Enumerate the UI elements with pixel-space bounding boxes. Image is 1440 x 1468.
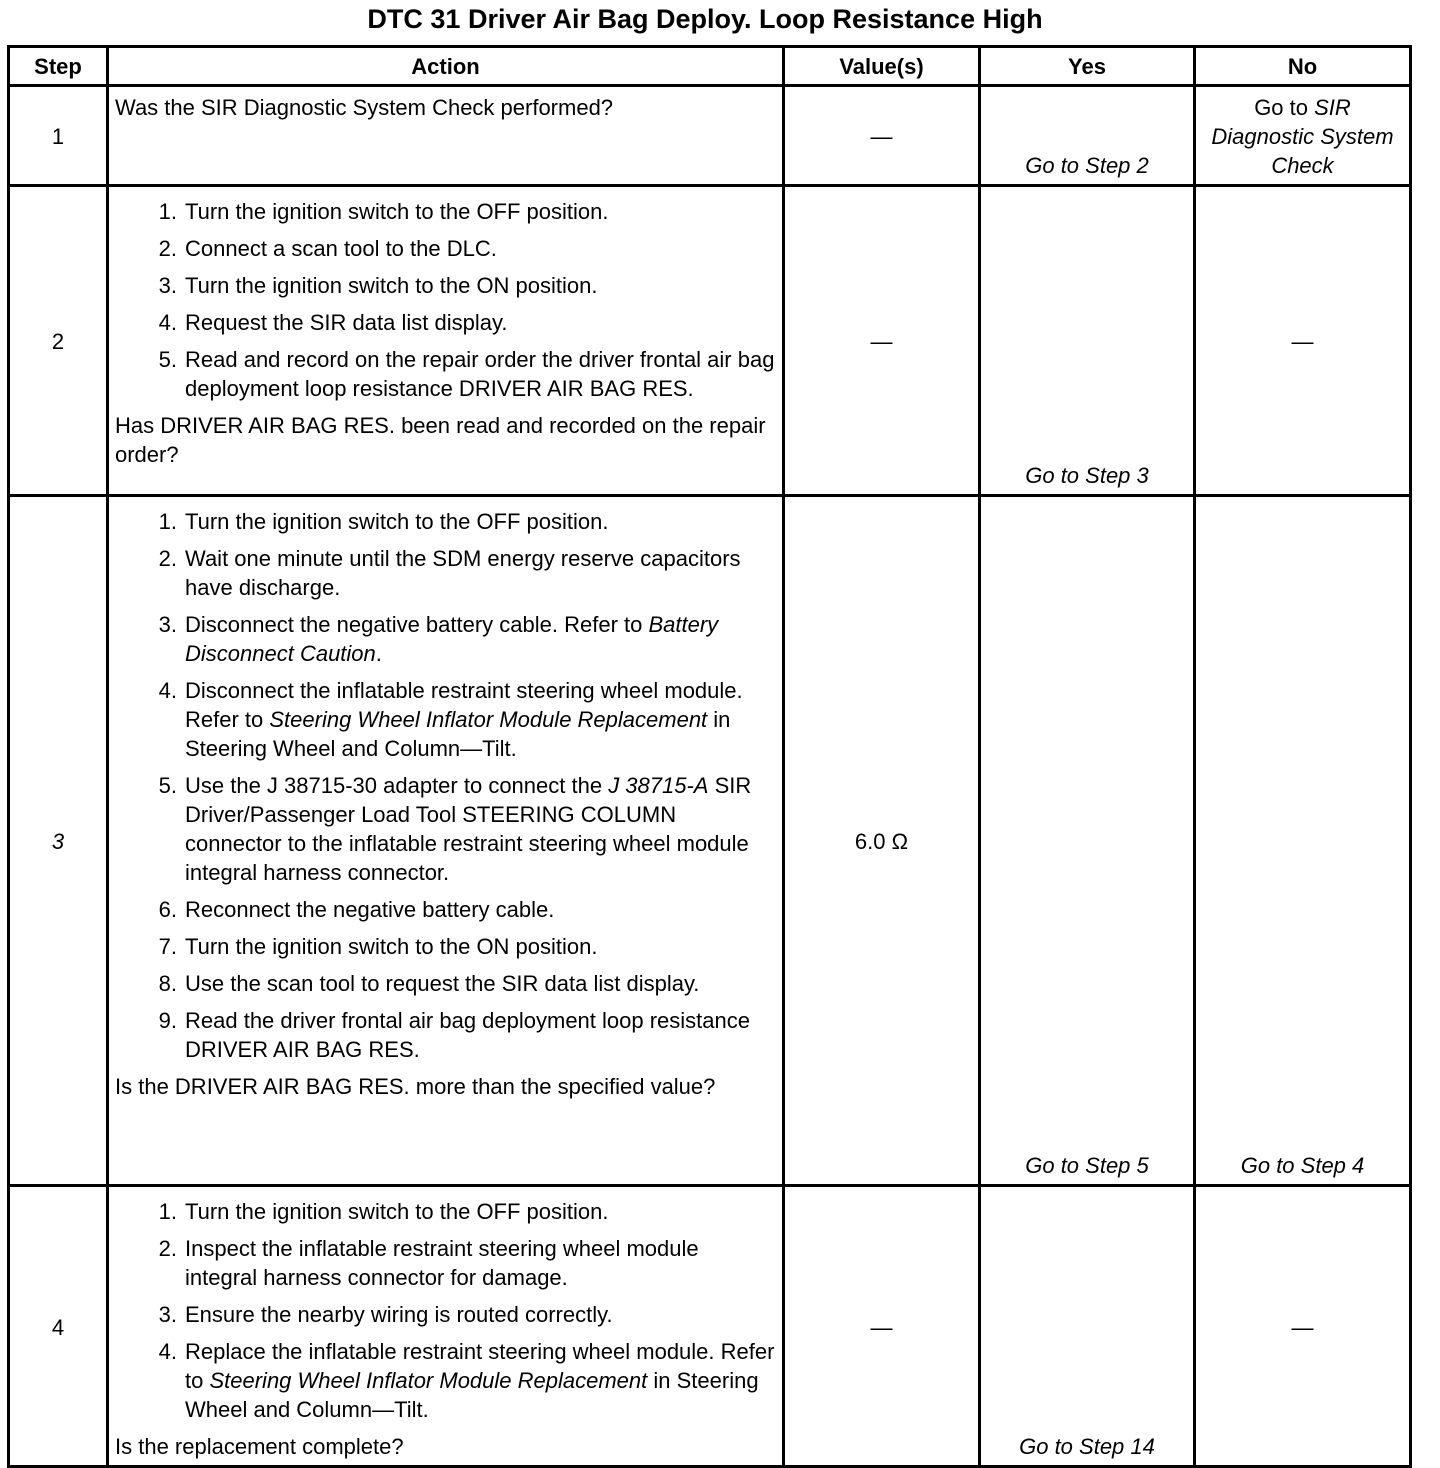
yes-cell: Go to Step 3 <box>980 186 1195 496</box>
header-action: Action <box>108 47 784 86</box>
list-item: 5. Read and record on the repair order the driver frontal air bag deployment loop resistance DRIVER AIR BAG RES. <box>158 347 775 401</box>
no-prefix: Go to <box>1254 95 1315 120</box>
reference-link-text: Steering Wheel Inflator Module Replacement <box>269 707 708 732</box>
action-cell <box>108 1186 784 1467</box>
list-item: 3. Disconnect the negative battery cable. Refer to Battery Disconnect Caution. <box>158 612 719 666</box>
list-item: 2. Wait one minute until the SDM energy reserve capacitors have discharge. <box>158 546 741 600</box>
list-item: 3. Ensure the nearby wiring is routed correctly. <box>158 1302 613 1327</box>
header-yes: Yes <box>980 47 1195 86</box>
action-cell <box>108 186 784 496</box>
reference-link-text: Battery Disconnect Caution <box>185 612 719 666</box>
action-question: Is the DRIVER AIR BAG RES. more than the specified value? <box>115 1074 716 1099</box>
table-row-step-4 <box>9 1186 1411 1467</box>
reference-link-text: Steering Wheel Inflator Module Replacement <box>209 1368 648 1393</box>
list-item: 6. Reconnect the negative battery cable. <box>158 897 555 922</box>
action-cell <box>108 86 784 186</box>
action-question: Was the SIR Diagnostic System Check performed? <box>115 95 614 120</box>
list-item: 9. Read the driver frontal air bag deployment loop resistance DRIVER AIR BAG RES. <box>158 1008 750 1062</box>
step-number: 2 <box>9 186 108 496</box>
diagnostic-table <box>7 45 1412 1468</box>
action-question: Is the replacement complete? <box>115 1434 404 1459</box>
value-cell: — <box>784 1186 980 1467</box>
no-cell: — <box>1195 186 1411 496</box>
list-item: 1. Turn the ignition switch to the OFF position. <box>158 199 609 224</box>
yes-cell: Go to Step 14 <box>980 1186 1195 1467</box>
action-steps-list <box>115 1197 776 1424</box>
yes-cell: Go to Step 5 <box>980 496 1195 1186</box>
list-item: 4. Request the SIR data list display. <box>158 310 508 335</box>
list-item: 1. Turn the ignition switch to the OFF position. <box>158 509 609 534</box>
list-item: 7. Turn the ignition switch to the ON position. <box>158 934 598 959</box>
yes-cell: Go to Step 2 <box>980 86 1195 186</box>
table-header-row <box>9 47 1411 86</box>
list-item: 3. Turn the ignition switch to the ON position. <box>158 273 598 298</box>
table-row-step-2 <box>9 186 1411 496</box>
page-title: DTC 31 Driver Air Bag Deploy. Loop Resistance High <box>367 4 1043 34</box>
list-item: 4. Replace the inflatable restraint steering wheel module. Refer to Steering Wheel Inflator Module Replacement in Steering Wheel and Column—Tilt. <box>158 1339 775 1422</box>
list-item: 2. Inspect the inflatable restraint steering wheel module integral harness connector for damage. <box>158 1236 699 1290</box>
value-cell: — <box>784 186 980 496</box>
action-question: Has DRIVER AIR BAG RES. been read and recorded on the repair order? <box>115 413 766 467</box>
list-item: 8. Use the scan tool to request the SIR data list display. <box>158 971 700 996</box>
no-cell: — <box>1195 1186 1411 1467</box>
step-number: 3 <box>9 496 108 1186</box>
list-item: 5. Use the J 38715-30 adapter to connect the J 38715-A SIR Driver/Passenger Load Tool STEERING COLUMN connector to the inflatable restraint steering wheel module integral harness connector. <box>158 773 752 885</box>
no-link-text: SIR Diagnostic System Check <box>1211 95 1394 178</box>
step-number: 1 <box>9 86 108 186</box>
header-values: Value(s) <box>784 47 980 86</box>
header-no: No <box>1195 47 1411 86</box>
header-step: Step <box>9 47 108 86</box>
action-cell <box>108 496 784 1186</box>
step-number: 4 <box>9 1186 108 1467</box>
no-cell <box>1195 86 1411 186</box>
table-row-step-3 <box>9 496 1411 1186</box>
tool-reference: J 38715-A <box>608 773 709 798</box>
action-steps-list <box>115 197 776 403</box>
table-row-step-1 <box>9 86 1411 186</box>
no-cell: Go to Step 4 <box>1195 496 1411 1186</box>
value-cell: — <box>784 86 980 186</box>
list-item: 1. Turn the ignition switch to the OFF position. <box>158 1199 609 1224</box>
action-steps-list <box>115 507 776 1064</box>
list-item: 4. Disconnect the inflatable restraint steering wheel module. Refer to Steering Wheel Inflator Module Replacement in Steering Wheel and Column—Tilt. <box>158 678 743 761</box>
list-item: 2. Connect a scan tool to the DLC. <box>158 236 497 261</box>
value-cell: 6.0 Ω <box>784 496 980 1186</box>
